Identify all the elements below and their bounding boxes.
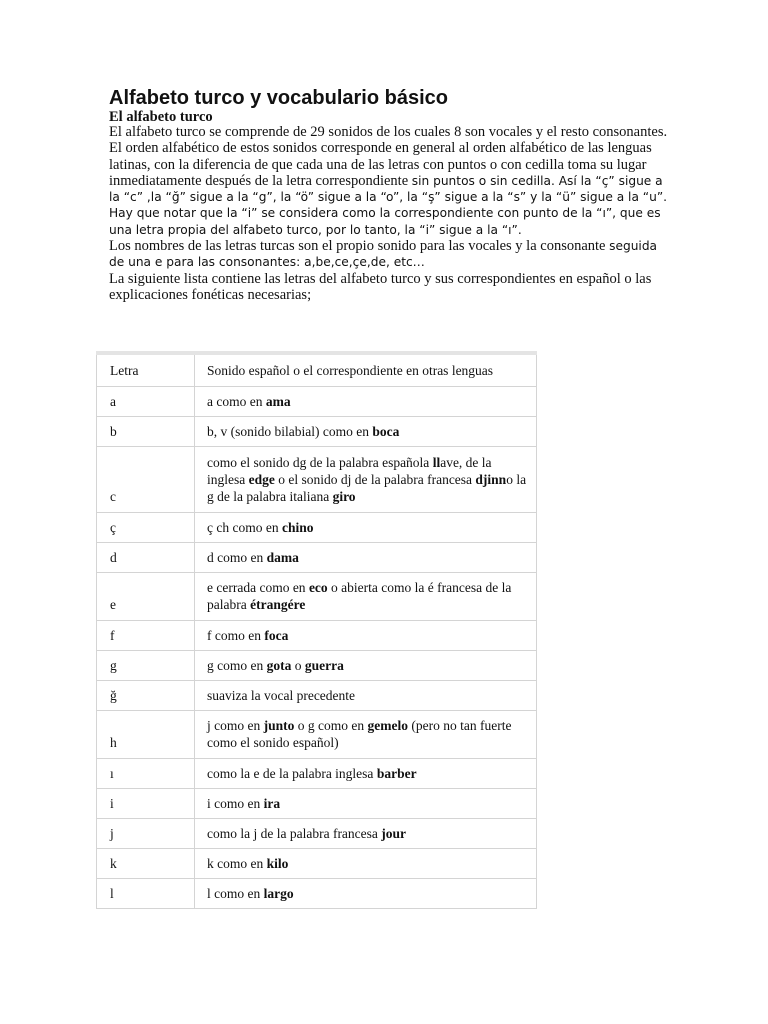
- sound-text: o el sonido dj de la palabra francesa: [274, 471, 476, 487]
- sound-text: como el sonido dg de la palabra española: [207, 454, 433, 470]
- sound-text: g como en: [207, 657, 267, 673]
- letter-cell: j: [97, 818, 195, 848]
- sound-text: ç ch como en: [207, 519, 282, 535]
- sound-text: l como en: [207, 885, 264, 901]
- letter-cell: ç: [97, 512, 195, 542]
- table-row: [97, 386, 537, 416]
- example-word: djinn: [475, 471, 507, 487]
- sound-cell: [195, 788, 537, 818]
- table-row: [97, 572, 537, 620]
- header-letter: Letra: [97, 353, 195, 386]
- letter-cell: ğ: [97, 680, 195, 710]
- example-word: eco: [308, 580, 328, 595]
- sound-text: a como en: [207, 393, 266, 409]
- example-word: junto: [263, 718, 295, 733]
- letter-cell: e: [97, 572, 195, 620]
- page-title: Alfabeto turco y vocabulario básico: [109, 87, 448, 109]
- letter-cell: f: [97, 620, 195, 650]
- header-sound: Sonido español o el correspondiente en otras lenguas: [195, 353, 537, 386]
- intro-paragraph-1: [109, 124, 669, 238]
- sound-cell: [195, 512, 537, 542]
- letter-cell: i: [97, 788, 195, 818]
- table-row: [97, 878, 537, 908]
- example-word: boca: [372, 423, 400, 439]
- table-header-row: [97, 353, 537, 386]
- sound-cell: [195, 848, 537, 878]
- sound-cell: [195, 446, 537, 512]
- example-word: guerra: [304, 657, 344, 673]
- example-word: gemelo: [367, 718, 408, 733]
- table-row: [97, 788, 537, 818]
- example-word: ama: [265, 393, 291, 409]
- sound-text: f como en: [207, 627, 265, 643]
- intro-paragraph-3: La siguiente lista contiene las letras del alfabeto turco y sus correspondientes en español o las explicaciones fonéticas necesarias;: [109, 270, 652, 303]
- letter-cell: ı: [97, 758, 195, 788]
- example-word: gota: [266, 657, 292, 673]
- letter-cell: d: [97, 542, 195, 572]
- sound-text: (pero no tan fuerte como el sonido español): [207, 718, 512, 750]
- letter-cell: c: [97, 446, 195, 512]
- table-row: [97, 416, 537, 446]
- intro-paragraph-2-sans: seguida de una e para las consonantes: a,be,ce,çe,de, etc…: [109, 239, 658, 270]
- example-word: foca: [264, 627, 289, 643]
- sound-cell: [195, 572, 537, 620]
- sound-text: como la j de la palabra francesa: [207, 825, 382, 841]
- sound-cell: [195, 650, 537, 680]
- letter-cell: k: [97, 848, 195, 878]
- letter-cell: b: [97, 416, 195, 446]
- sound-cell: [195, 416, 537, 446]
- example-word: largo: [263, 885, 294, 901]
- example-word: giro: [332, 488, 356, 504]
- sound-cell: [195, 818, 537, 848]
- example-word: ll: [432, 454, 441, 470]
- intro-paragraph-1-serif: El alfabeto turco se comprende de 29 sonidos de los cuales 8 son vocales y el resto consonantes. El orden alfabético de estos sonidos corresponde en general al orden alfabético de las lenguas latinas, con la diferencia de que cada una de las letras con puntos o con cedilla toma su lugar inmediatamente después de la letra correspondiente: [109, 124, 668, 189]
- table-row: [97, 512, 537, 542]
- sound-text: i como en: [207, 795, 264, 811]
- intro-paragraph-1-sans: sin puntos o sin cedilla. Así la “ç” sigue a la “c” ,la “ğ” sigue a la “g”, la “ö” sigue a la “o”, la “ş” sigue a la “s” y la “ü” sigue a la “u”. Hay que notar que la “i” se considera como la correspondiente con punto de la “ı”, que es una letra propia del alfabeto turco, por lo tanto, la “i” sigue a la “ı”.: [109, 173, 668, 237]
- sound-cell: [195, 386, 537, 416]
- example-word: ira: [263, 795, 281, 811]
- example-word: edge: [248, 471, 275, 487]
- table-row: [97, 758, 537, 788]
- example-word: barber: [376, 765, 417, 781]
- letter-cell: h: [97, 710, 195, 758]
- sound-text: o la g de la palabra italiana: [207, 471, 527, 504]
- sound-text: o abierta como la é francesa de la palabra: [207, 580, 512, 612]
- intro-paragraph-2-serif: Los nombres de las letras turcas son el propio sonido para las vocales y la consonante: [109, 238, 606, 255]
- sound-text: ave, de la inglesa: [207, 454, 492, 487]
- sound-text: e cerrada como en: [207, 580, 309, 595]
- example-word: jour: [381, 825, 407, 841]
- intro-paragraph-2: [109, 238, 669, 271]
- sound-text: k como en: [207, 855, 267, 871]
- example-word: étrangére: [250, 597, 306, 612]
- sound-text: suaviza la vocal precedente: [207, 687, 356, 703]
- sound-text: o g como en: [294, 718, 368, 733]
- sound-cell: [195, 620, 537, 650]
- example-word: kilo: [266, 855, 289, 871]
- alphabet-table-body: [97, 353, 537, 908]
- letter-cell: g: [97, 650, 195, 680]
- sound-text: o: [291, 657, 305, 673]
- letter-cell: a: [97, 386, 195, 416]
- sound-text: j como en: [207, 718, 264, 733]
- table-row: [97, 542, 537, 572]
- table-row: [97, 710, 537, 758]
- sound-cell: [195, 680, 537, 710]
- sound-text: b, v (sonido bilabial) como en: [207, 423, 373, 439]
- table-row: [97, 680, 537, 710]
- alphabet-table: [96, 351, 537, 909]
- table-row: [97, 818, 537, 848]
- sound-cell: [195, 710, 537, 758]
- intro-text: [109, 124, 669, 303]
- sound-cell: [195, 758, 537, 788]
- table-row: [97, 848, 537, 878]
- letter-cell: l: [97, 878, 195, 908]
- example-word: chino: [281, 519, 314, 535]
- sound-text: como la e de la palabra inglesa: [207, 765, 377, 781]
- sound-text: d como en: [207, 549, 267, 565]
- sound-cell: [195, 542, 537, 572]
- table-row: [97, 620, 537, 650]
- section-subtitle: El alfabeto turco: [109, 109, 213, 125]
- example-word: dama: [266, 549, 299, 565]
- table-row: [97, 650, 537, 680]
- table-row: [97, 446, 537, 512]
- sound-cell: [195, 878, 537, 908]
